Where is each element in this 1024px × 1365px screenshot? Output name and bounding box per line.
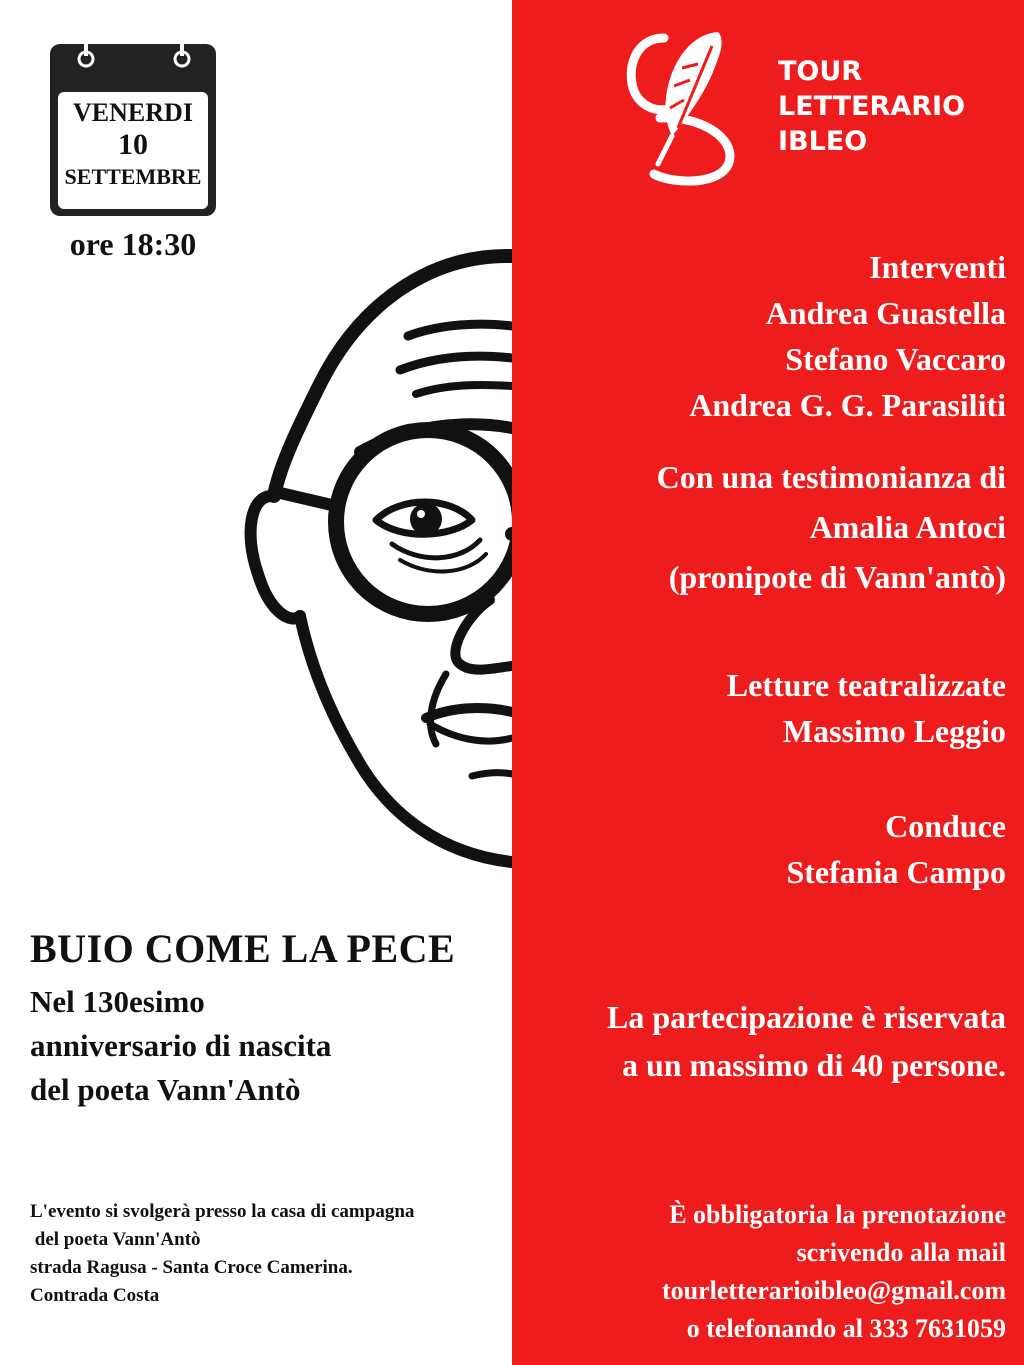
event-title: BUIO COME LA PECE <box>30 926 456 971</box>
calendar-icon <box>50 44 216 216</box>
speaker-name: Andrea Guastella <box>765 295 1006 331</box>
location-line: del poeta Vann'Antò <box>30 1229 201 1250</box>
location-line: Contrada Costa <box>30 1285 160 1306</box>
testimony-heading: Con una testimonianza di <box>656 459 1006 495</box>
readings-block <box>727 662 1006 754</box>
calendar-date: 10 <box>118 128 148 161</box>
host-name: Stefania Campo <box>786 854 1006 890</box>
host-heading: Conduce <box>885 808 1006 844</box>
location-line: L'evento si svolgerà presso la casa di campagna <box>30 1201 415 1222</box>
booking-phone: o telefonando al 333 7631059 <box>686 1314 1006 1343</box>
poet-portrait-illustration <box>240 244 512 884</box>
participation-line: La partecipazione è riservata <box>607 999 1006 1035</box>
testimony-name: Amalia Antoci <box>809 509 1006 545</box>
logo-line: TOUR <box>778 56 863 87</box>
booking-line: scrivendo alla mail <box>796 1238 1006 1267</box>
calendar-day: VENERDI <box>73 98 193 127</box>
booking-line: È obbligatoria la prenotazione <box>669 1200 1006 1229</box>
speakers-heading: Interventi <box>869 249 1006 285</box>
booking-email: tourletterarioibleo@gmail.com <box>661 1276 1006 1305</box>
event-location <box>30 1198 414 1310</box>
quill-logo-icon <box>620 24 750 188</box>
testimony-note: (pronipote di Vann'antò) <box>668 559 1006 595</box>
participation-notice <box>607 993 1006 1089</box>
booking-block <box>662 1196 1006 1348</box>
subtitle-line: Nel 130esimo <box>30 984 205 1019</box>
event-subtitle <box>30 980 331 1112</box>
calendar-month: SETTEMBRE <box>64 164 202 189</box>
eye-pupil-icon <box>410 503 442 535</box>
logo-wordmark <box>778 54 965 159</box>
subtitle-line: anniversario di nascita <box>30 1028 332 1063</box>
logo-line: IBLEO <box>778 126 868 157</box>
testimony-block <box>657 452 1006 602</box>
calendar-ring-icon <box>76 32 96 68</box>
subtitle-line: del poeta Vann'Antò <box>30 1072 301 1107</box>
reader-name: Massimo Leggio <box>782 713 1006 749</box>
speaker-name: Andrea G. G. Parasiliti <box>689 387 1006 423</box>
host-block <box>786 803 1006 895</box>
participation-line: a un massimo di 40 persone. <box>621 1047 1006 1083</box>
location-line: strada Ragusa - Santa Croce Camerina. <box>30 1257 353 1278</box>
speakers-block <box>689 244 1006 428</box>
event-time: ore 18:30 <box>69 226 197 262</box>
speaker-name: Stefano Vaccaro <box>785 341 1006 377</box>
calendar-page <box>58 92 208 209</box>
calendar-ring-icon <box>172 32 192 68</box>
logo-line: LETTERARIO <box>778 91 966 122</box>
readings-heading: Letture teatralizzate <box>726 667 1006 703</box>
